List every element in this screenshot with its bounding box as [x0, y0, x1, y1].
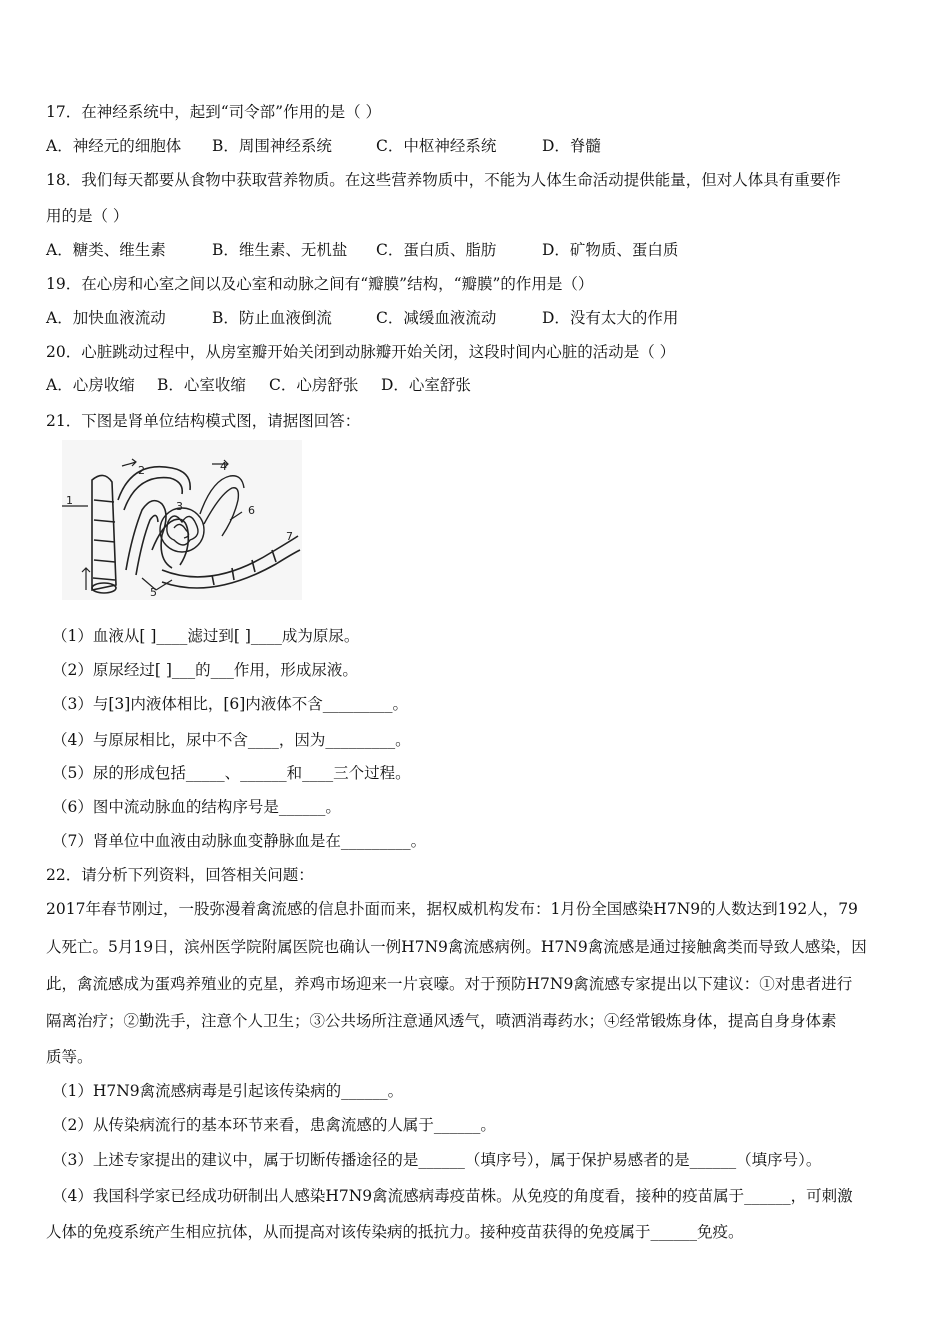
q18-option-d: D．矿物质、蛋白质 [542, 241, 679, 259]
q18-option-c: C．蛋白质、脂肪 [376, 241, 497, 259]
q22-sub-2: （2）从传染病流行的基本环节来看，患禽流感的人属于______。 [52, 1116, 496, 1134]
q22-sub-4-line2: 人体的免疫系统产生相应抗体，从而提高对该传染病的抵抗力。接种疫苗获得的免疫属于______免疫。 [46, 1223, 744, 1241]
q18-options [46, 240, 678, 260]
q21-sub-2: （2）原尿经过[ ]___的___作用，形成尿液。 [52, 661, 358, 679]
q21-sub-4: （4）与原尿相比，尿中不含____，因为_________。 [52, 731, 411, 749]
q17-options [46, 136, 601, 156]
q22-passage-line5: 质等。 [46, 1048, 93, 1066]
q17-option-c: C．中枢神经系统 [376, 137, 497, 155]
q20-options [46, 375, 471, 395]
q20-stem: 20．心脏跳动过程中，从房室瓣开始关闭到动脉瓣开始关闭，这段时间内心脏的活动是（ ） [46, 343, 676, 361]
q21-sub-7: （7）肾单位中血液由动脉血变静脉血是在_________。 [52, 832, 427, 850]
q22-passage-line4: 隔离治疗；②勤洗手，注意个人卫生；③公共场所注意通风透气，喷洒消毒药水；④经常锻炼身体，提高自身身体素 [46, 1012, 837, 1030]
q20-option-c: C．心房舒张 [269, 376, 359, 394]
q18-option-b: B．维生素、无机盐 [212, 241, 348, 259]
q20-option-d: D．心室舒张 [381, 376, 471, 394]
q18-stem-line2: 用的是（ ） [46, 207, 129, 225]
q21-sub-3: （3）与[3]内液体相比，[6]内液体不含_________。 [52, 695, 409, 713]
q19-option-d: D．没有太大的作用 [542, 309, 679, 327]
q22-stem: 22．请分析下列资料，回答相关问题： [46, 866, 314, 884]
label-6: 6 [248, 504, 255, 517]
label-4: 4 [220, 460, 227, 473]
q19-stem: 19．在心房和心室之间以及心室和动脉之间有“瓣膜”结构，“瓣膜”的作用是（） [46, 275, 594, 293]
label-3: 3 [176, 500, 183, 513]
q19-options [46, 308, 678, 328]
q17-option-a: A．神经元的细胞体 [46, 137, 182, 155]
q19-option-c: C．减缓血液流动 [376, 309, 497, 327]
q17-stem: 17．在神经系统中，起到“司令部”作用的是（ ） [46, 103, 381, 121]
label-7: 7 [286, 530, 293, 543]
q20-option-b: B．心室收缩 [157, 376, 246, 394]
q20-option-a: A．心房收缩 [46, 376, 135, 394]
label-5: 5 [150, 586, 157, 599]
q22-passage-line1: 2017年春节刚过，一股弥漫着禽流感的信息扑面而来，据权威机构发布：1月份全国感染H7N9的人数达到192人，79 [46, 900, 858, 918]
nephron-diagram-svg [62, 440, 302, 600]
q21-sub-5: （5）尿的形成包括_____、______和____三个过程。 [52, 764, 411, 782]
label-2: 2 [138, 464, 145, 477]
q21-stem: 21．下图是肾单位结构模式图，请据图回答： [46, 412, 361, 430]
label-1: 1 [66, 494, 73, 507]
q19-option-a: A．加快血液流动 [46, 309, 166, 327]
q19-option-b: B．防止血液倒流 [212, 309, 332, 327]
q17-option-d: D．脊髓 [542, 137, 601, 155]
nephron-diagram [62, 440, 302, 600]
q18-stem-line1: 18．我们每天都要从食物中获取营养物质。在这些营养物质中，不能为人体生命活动提供能量，但对人体具有重要作 [46, 171, 841, 189]
q21-sub-1: （1）血液从[ ]____滤过到[ ]____成为原尿。 [52, 627, 360, 645]
q22-sub-3: （3）上述专家提出的建议中，属于切断传播途径的是______（填序号），属于保护易感者的是______（填序号）。 [52, 1151, 822, 1169]
q17-option-b: B．周围神经系统 [212, 137, 332, 155]
q22-passage-line2: 人死亡。5月19日，滨州医学院附属医院也确认一例H7N9禽流感病例。H7N9禽流感是通过接触禽类而导致人感染，因 [46, 938, 867, 956]
q18-option-a: A．糖类、维生素 [46, 241, 166, 259]
q22-sub-1: （1）H7N9禽流感病毒是引起该传染病的______。 [52, 1082, 404, 1100]
q22-passage-line3: 此，禽流感成为蛋鸡养殖业的克星，养鸡市场迎来一片哀嚎。对于预防H7N9禽流感专家提出以下建议：①对患者进行 [46, 975, 853, 993]
q22-sub-4-line1: （4）我国科学家已经成功研制出人感染H7N9禽流感病毒疫苗株。从免疫的角度看，接种的疫苗属于______，可刺激 [52, 1187, 853, 1205]
q21-sub-6: （6）图中流动脉血的结构序号是______。 [52, 798, 341, 816]
